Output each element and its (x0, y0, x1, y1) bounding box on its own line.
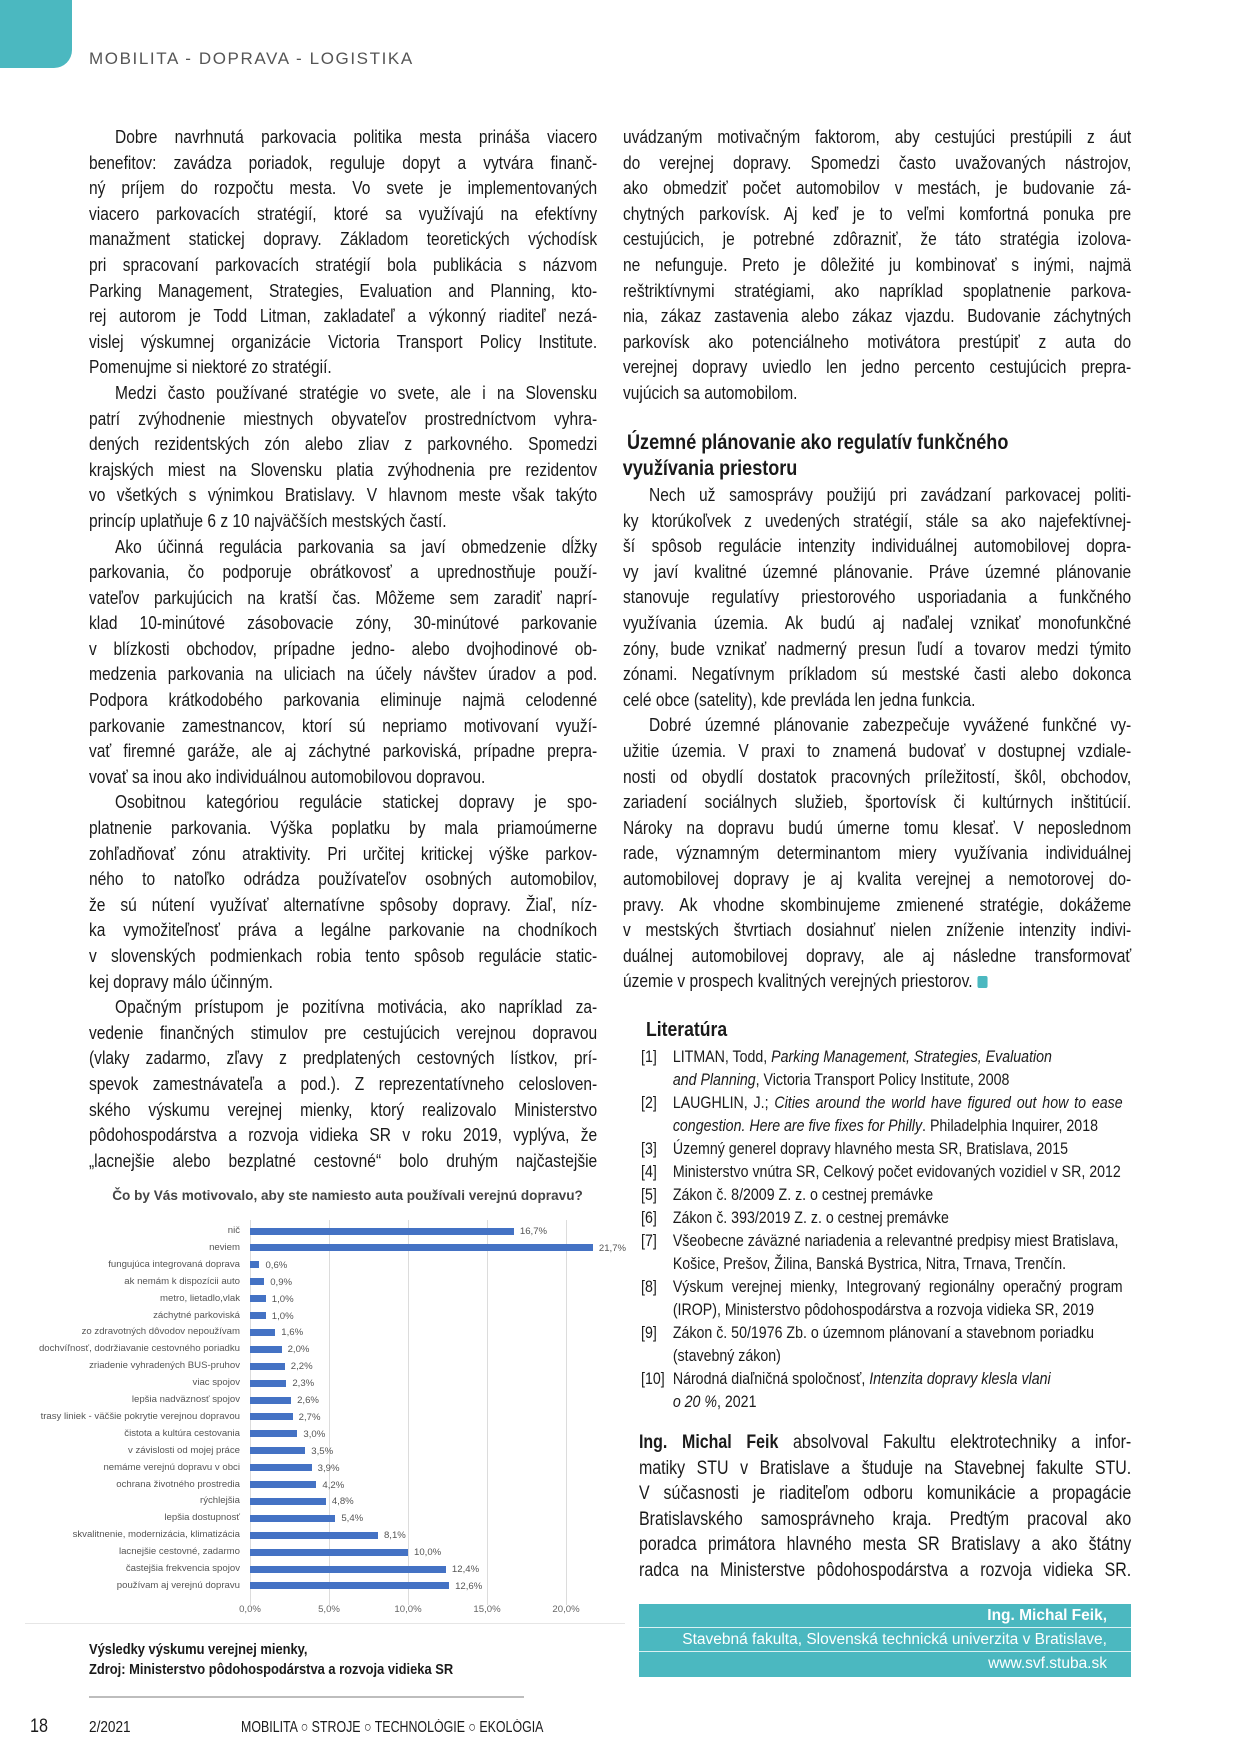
reference-number: [10] (641, 1370, 665, 1388)
text-line: vislej výskumnej organizácie Victoria Transport Policy Institute. (89, 330, 598, 352)
category-label: nemáme verejnú dopravu v obci (103, 1461, 240, 1473)
text-line: parkovanie zamestnancov, ktorí sú nepriamo motivovaní využí- (89, 714, 598, 736)
category-label: skvalitnenie, modernizácia, klimatizácia (72, 1529, 240, 1541)
text-line: že sú nútení využívať alternatívne spôsoby dopravy. Žiaľ, níz- (89, 893, 598, 915)
text-line: (vlaky zadarmo, zľavy z predplatených cestovných lístkov, prí- (89, 1047, 598, 1069)
author-name: Ing. Michal Feik, (639, 1604, 1131, 1628)
category-label: lepšia dostupnosť (164, 1512, 240, 1524)
reference-line (641, 1253, 1123, 1276)
x-tick-label: 0,0% (239, 1604, 261, 1615)
x-tick-label: 15,0% (473, 1604, 501, 1615)
value-label: 21,7% (598, 1242, 627, 1254)
right-column-continuation (623, 124, 1131, 406)
text-line: Dobre navrhnutá parkovacia politika mesta prináša viacero (115, 126, 598, 147)
reference-number: [6] (641, 1209, 657, 1227)
reference-text: Územný generel dopravy hlavného mesta SR, Bratislava, 2015 (672, 1140, 1068, 1158)
text-line: viacero parkovacích stratégií, ktoré sa využívajú na efektívny (89, 202, 598, 224)
reference-italic-title: o 20 % (672, 1393, 718, 1411)
value-label: 5,4% (341, 1513, 364, 1525)
category-label: zo zdravotných dôvodov nepoužívam (81, 1326, 240, 1338)
bio-line: matiky STU v Bratislave a študuje na Stavebnej fakulte STU. (639, 1457, 1132, 1479)
text-line: platnenie parkovania. Výška poplatku by mala priamoúmerne (89, 817, 598, 839)
value-label: 2,3% (292, 1378, 315, 1390)
value-label: 1,0% (271, 1293, 294, 1305)
reference-text: Národná diaľničná spoločnosť, (672, 1370, 870, 1388)
reference-italic-title: Cities around the world have figured out how to ease (774, 1094, 1123, 1112)
reference-text: LITMAN, Todd, (672, 1048, 772, 1066)
value-label: 10,0% (414, 1547, 442, 1559)
text-line: „lacnejšie alebo bezplatné cestovné“ bolo druhým najčastejšie (89, 1149, 598, 1171)
section-heading-line: Územné plánovanie ako regulatív funkčného (627, 431, 1009, 454)
text-line: Podpora krátkodobého parkovania eliminuje najmä celodenné (89, 689, 598, 711)
text-line: Nároky na dopravu budú úmerne tomu klesať. V neposlednom (623, 816, 1132, 838)
reference-number: [1] (641, 1048, 657, 1066)
text-line: zónami. Negatívnym príkladom sú mestské časti alebo dokonca (623, 663, 1132, 685)
text-line: pri spracovaní parkovacích stratégií bola publikácia s názvom (89, 253, 598, 275)
category-label: trasy liniek - väčšie pokrytie verejnou dopravou (40, 1410, 240, 1422)
author-bio (639, 1430, 1131, 1583)
chart-gridline (566, 1220, 567, 1605)
reference-text: Zákon č. 50/1976 Zb. o územnom plánovaní a stavebnom poriadku (672, 1324, 1095, 1342)
text-line: vovať sa inou ako individuálnou automobilovou dopravou. (89, 765, 486, 787)
figure-caption (89, 1640, 453, 1680)
text-line: duálnej automobilovej dopravy, ale aj následne transformovať (623, 944, 1132, 966)
issue-number: 2/2021 (89, 1719, 131, 1736)
text-line: Opačným prístupom je pozitívna motivácia, ako napríklad za- (115, 996, 598, 1018)
text-line: Dobré územné plánovanie zabezpečuje vyvážené funkčné vy- (649, 714, 1132, 736)
category-label: lacnejšie cestovné, zadarmo (118, 1546, 240, 1558)
left-column-text (89, 124, 597, 1173)
bio-text: absolvoval Fakultu elektrotechniky a infor- (778, 1432, 1132, 1453)
category-label: ak nemám k dispozícii auto (124, 1275, 240, 1287)
text-line: zóny, bude vznikať nadmerný presun ľudí a tovarov medzi týmito (623, 637, 1132, 659)
text-line: parkovania, čo podporuje obrátkovosť a uprednostňuje použí- (89, 561, 598, 583)
bar (250, 1278, 264, 1285)
text-line: ského výskumu verejnej mienky, ktorý realizovalo Ministerstvo (89, 1098, 598, 1120)
reference-line (641, 1184, 1123, 1207)
footer-divider (89, 1696, 524, 1698)
bar (250, 1447, 305, 1454)
text-line: nosti od obydlí dostatok pracovných príležitostí, škôl, obchodov, (623, 765, 1132, 787)
bio-line (639, 1430, 1131, 1456)
value-label: 2,0% (287, 1344, 310, 1356)
value-label: 2,6% (297, 1395, 319, 1406)
author-affiliation: Stavebná fakulta, Slovenská technická univerzita v Bratislave, (639, 1628, 1131, 1652)
bar (250, 1380, 286, 1387)
bar (250, 1498, 326, 1505)
reference-number: [9] (641, 1324, 657, 1342)
bar (250, 1515, 335, 1522)
text-line (623, 968, 1131, 994)
reference-line (641, 1299, 1123, 1322)
x-tick-label: 20,0% (552, 1604, 580, 1615)
bio-line: Bratislavského samosprávneho kraja. Predtým pracoval ako (639, 1508, 1132, 1530)
bar (250, 1346, 282, 1353)
text-line: nia, zákaz zastavenia alebo zákaz vjazdu. Budovanie záchytných (623, 305, 1132, 327)
reference-text: (stavebný zákon) (672, 1347, 781, 1365)
text-line: benefitov: zavádza poriadok, reguluje dopyt a vytvára finanč- (89, 151, 598, 173)
text-line: ného to natoľko odrádza používateľov osobných automobilov, (89, 868, 598, 890)
value-label: 4,2% (322, 1479, 345, 1491)
value-label: 3,5% (311, 1445, 334, 1457)
reference-text: Ministerstvo vnútra SR, Celkový počet evidovaných vozidiel v SR, 2012 (672, 1163, 1121, 1181)
text-line: vy javí kvalitné územné plánovanie. Práve územné plánovanie (623, 560, 1132, 582)
value-label: 16,7% (519, 1226, 548, 1237)
text-line: vo všetkých s výnimkou Bratislavy. V hlavnom meste však takýto (89, 484, 598, 506)
text-line: rade, významným determinantom miery využívania individuálnej (623, 842, 1132, 864)
reference-line (641, 1230, 1123, 1253)
category-label: neviem (209, 1241, 240, 1253)
text-line: patrí zvýhodnenie miestnych obyvateľov prostredníctvom vyhra- (89, 407, 598, 429)
reference-text: , Victoria Transport Policy Institute, 2008 (755, 1071, 1010, 1089)
value-label: 3,0% (303, 1428, 326, 1440)
section-tab-decoration (0, 0, 72, 68)
bar (250, 1312, 266, 1319)
bio-line: poradca primátora hlavného mesta SR Bratislavy a ako štátny (639, 1534, 1132, 1555)
bar (250, 1228, 514, 1235)
reference-number: [4] (641, 1163, 657, 1181)
text-line: princíp uplatňuje 6 z 10 najväčších mestských častí. (89, 509, 447, 531)
x-tick-label: 10,0% (394, 1604, 422, 1615)
reference-text: , 2021 (717, 1393, 757, 1411)
bar (250, 1413, 293, 1420)
reference-italic-title: Intenzita dopravy klesla vlani (869, 1370, 1051, 1388)
reference-line (641, 1092, 1123, 1115)
text-line: užitie územia. V praxi to znamená budovať v dostupnej vzdiale- (623, 739, 1132, 761)
text-line: spevok zamestnávateľa a pod.). Z reprezentatívneho celosloven- (89, 1072, 598, 1094)
reference-line (641, 1138, 1123, 1161)
category-label: rýchlejšia (200, 1495, 240, 1507)
text-line: chytných parkovísk. Aj keď je to veľmi komfortná ponuka pre (623, 202, 1132, 224)
reference-list (641, 1046, 1123, 1414)
text-line: vať firemné garáže, ale aj záchytné parkoviská, prípadne prepra- (89, 740, 598, 762)
value-label: 1,0% (271, 1310, 294, 1322)
right-column-text (623, 482, 1131, 994)
section-heading-line: využívania priestoru (622, 457, 798, 480)
value-label: 2,2% (290, 1361, 313, 1373)
bar (250, 1244, 593, 1251)
category-label: čistota a kultúra cestovania (124, 1427, 240, 1439)
category-label: nič (227, 1225, 240, 1236)
caption-line: Výsledky výskumu verejnej mienky, (89, 1641, 308, 1658)
reference-number: [2] (641, 1094, 657, 1112)
text-line: Parking Management, Strategies, Evaluation and Planning, kto- (89, 279, 598, 301)
category-label: používam aj verejnú dopravu (116, 1579, 240, 1591)
bar (250, 1261, 259, 1268)
chart-gridline (329, 1220, 330, 1605)
text-line: uvádzaným motivačným faktorom, aby cestujúci prestúpili z áut (623, 126, 1132, 147)
value-label: 12,4% (451, 1564, 480, 1575)
category-label: častejšia frekvencia spojov (125, 1563, 240, 1574)
value-label: 4,8% (331, 1496, 354, 1508)
text-line: automobilovej dopravy je aj kvalita verejnej a nemotorovej do- (623, 867, 1132, 889)
bar (250, 1464, 312, 1471)
reference-line (641, 1322, 1123, 1345)
text-line: stanovuje regulatívy priestorového usporiadania a funkčného (623, 586, 1132, 608)
value-label: 8,1% (383, 1530, 406, 1542)
magazine-tagline: MOBILITA ○ STROJE ○ TECHNOLÓGIE ○ EKOLÓGIA (241, 1719, 544, 1736)
bar (250, 1329, 275, 1336)
author-website-link[interactable]: www.svf.stuba.sk (988, 1655, 1107, 1672)
text-line: vedenie finančných stimulov pre cestujúcich verejnou dopravou (89, 1021, 598, 1043)
value-label: 12,6% (455, 1580, 483, 1592)
text-line: parkovísk ako potenciálneho motivátora prestúpiť z auta do (623, 330, 1132, 352)
bar (250, 1566, 446, 1573)
text-line: vateľov parkujúcich na kratší čas. Môžeme sem zaradiť naprí- (89, 586, 598, 608)
text-line: zariadení sociálnych služieb, športovísk či kultúrnych inštitúcií. (623, 791, 1132, 813)
literature-heading: Literatúra (646, 1019, 728, 1041)
text-line: ako obmedziť počet automobilov v mestách, je budovanie zá- (623, 177, 1132, 199)
reference-text: LAUGHLIN, J.; (672, 1094, 775, 1112)
reference-text: Všeobecne záväzné nariadenia a relevantné predpisy miest Bratislava, (672, 1232, 1119, 1250)
text-line: Osobitnou kategóriou regulácie statickej dopravy je spo- (115, 791, 598, 813)
category-label: záchytné parkoviská (153, 1309, 240, 1321)
text-line: využívania územia. Ak budú aj naďalej vznikať monofunkčné (623, 611, 1132, 633)
text-line: Pomenujme si niektoré zo stratégií. (89, 356, 332, 378)
text-line: ne nefunguje. Preto je dôležité ju kombinovať s inými, najmä (623, 253, 1132, 275)
reference-italic-title: and Planning (672, 1071, 756, 1089)
text-line: ný príjem do rozpočtu mesta. Vo svete je implementovaných (89, 177, 598, 199)
text-line: klad 10-minútové zásobovacie zóny, 30-minútové parkovanie (89, 612, 598, 634)
bar (250, 1363, 285, 1370)
category-label: metro, lietadlo,vlak (160, 1292, 240, 1304)
value-label: 0,9% (270, 1276, 293, 1288)
caption-line: Zdroj: Ministerstvo pôdohospodárstva a rozvoja vidieka SR (89, 1661, 454, 1678)
text-line: ky ktorúkoľvek z uvedených stratégií, stále sa ako najefektívnej- (623, 509, 1132, 531)
text-line: dených rezidentských zón alebo zliav z parkovného. Spomedzi (89, 433, 598, 455)
text-line: kej dopravy málo účinným. (89, 970, 273, 992)
reference-line (641, 1276, 1123, 1299)
reference-number: [5] (641, 1186, 657, 1204)
text-line: Medzi často používané stratégie vo svete, ale i na Slovensku (115, 381, 598, 403)
author-info-box (639, 1604, 1131, 1677)
text-line: ší spôsob regulácie intenzity individuálnej automobilovej dopra- (623, 535, 1132, 557)
text-line: krajských miest na Slovensku platia zvýhodnenia pre rezidentov (89, 458, 598, 480)
reference-line (641, 1046, 1123, 1069)
reference-italic-title: congestion. Here are five fixes for Philly (672, 1117, 923, 1135)
chart-gridline (487, 1220, 488, 1605)
text-line: vujúcich sa automobilom. (623, 381, 798, 403)
reference-line (641, 1345, 1123, 1368)
reference-text: . Philadelphia Inquirer, 2018 (922, 1117, 1098, 1135)
value-label: 3,9% (317, 1462, 340, 1474)
section-title: MOBILITA - DOPRAVA - LOGISTIKA (89, 49, 414, 68)
category-label: viac spojov (192, 1377, 240, 1389)
reference-italic-title: Parking Management, Strategies, Evaluation (771, 1048, 1052, 1066)
page-number: 18 (30, 1716, 48, 1737)
text-line: celé obce (satelity), kde prevláda len jedna funkcia. (623, 688, 976, 710)
bio-line: V súčasnosti je riaditeľom odboru komunikácie a propagácie (639, 1483, 1132, 1504)
category-label: fungujúca integrovaná doprava (108, 1258, 240, 1270)
chart-bottom-divider (25, 1623, 625, 1624)
reference-text: Výskum verejnej mienky, Integrovaný regionálny operačný program (672, 1278, 1123, 1296)
reference-text: Zákon č. 8/2009 Z. z. o cestnej premávke (672, 1186, 934, 1204)
reference-line (641, 1161, 1123, 1184)
reference-line (641, 1207, 1123, 1230)
text-line: Nech už samosprávy použijú pri zavádzaní parkovacej politi- (649, 484, 1132, 505)
bar (250, 1549, 408, 1556)
reference-text: Košice, Prešov, Žilina, Banská Bystrica, Nitra, Trnava, Trenčín. (672, 1255, 1067, 1273)
reference-number: [7] (641, 1232, 657, 1250)
text-line: pravy. Ak vhodne skombinujeme zmienené stratégie, dokážeme (623, 893, 1132, 915)
text-line: v slovenských podmienkach robia tento spôsob regulácie static- (89, 945, 598, 966)
reference-line (641, 1115, 1123, 1138)
value-label: 2,7% (298, 1411, 321, 1423)
text-line: pôdohospodárstva a rozvoja vidieka SR v roku 2019, vyplýva, že (89, 1124, 598, 1146)
reference-line (641, 1391, 1123, 1414)
reference-text: Zákon č. 393/2019 Z. z. o cestnej premávke (672, 1209, 949, 1227)
reference-number: [3] (641, 1140, 657, 1158)
value-label: 1,6% (281, 1327, 304, 1339)
text-line: medzenia parkovania na uliciach na účely návštev úradov a pod. (89, 663, 598, 685)
text-line-content: územie v prospech kvalitných verejných priestorov. (623, 970, 973, 992)
survey-bar-chart (0, 1180, 630, 1630)
reference-number: [8] (641, 1278, 657, 1296)
article-end-square-icon (978, 976, 988, 988)
text-line: zohľadňovať zónu atraktivity. Pri určitej kritickej výške parkov- (89, 842, 598, 864)
reference-line (641, 1069, 1123, 1092)
text-line: Ako účinná regulácia parkovania sa javí obmedzenie dĺžky (115, 535, 598, 557)
text-line: verejnej dopravy uviedlo len jedno percento cestujúcich prepra- (623, 356, 1132, 378)
text-line: v blízkosti obchodov, prípadne jedno- alebo dvojhodinové ob- (89, 637, 598, 659)
category-label: v závislosti od mojej práce (128, 1444, 240, 1456)
text-line: cestujúcich, je potrebné zdôrazniť, že táto stratégia izolova- (623, 228, 1132, 250)
section-heading (622, 430, 1160, 482)
chart-title: Čo by Vás motivovalo, aby ste namiesto auta používali verejnú dopravu? (112, 1188, 583, 1203)
reference-text: (IROP), Ministerstvo pôdohospodárstva a rozvoja vidieka SR, 2019 (672, 1301, 1094, 1319)
bar (250, 1481, 316, 1488)
text-line: manažment statickej dopravy. Základom teoretických východísk (89, 228, 598, 250)
chart-gridline (408, 1220, 409, 1605)
bar (250, 1430, 297, 1437)
bar (250, 1397, 291, 1404)
category-label: zriadenie vyhradených BUS-pruhov (89, 1360, 240, 1372)
value-label: 0,6% (265, 1259, 288, 1271)
bio-author-name: Ing. Michal Feik (639, 1432, 779, 1453)
reference-line (641, 1368, 1123, 1391)
text-line: ka vymožiteľnosť práva a legálne parkovanie na chodníkoch (89, 919, 598, 941)
category-label: lepšia nadväznosť spojov (131, 1394, 240, 1405)
text-line: rej autorom je Todd Litman, zakladateľ a výkonný riaditeľ nezá- (89, 305, 598, 327)
category-label: ochrana životného prostredia (116, 1478, 240, 1490)
bio-line: radca na Ministerstve pôdohospodárstva a rozvoja vidieka SR. (639, 1559, 1132, 1581)
category-label: dochvíľnosť, dodržiavanie cestovného poriadku (38, 1343, 240, 1355)
bar (250, 1582, 449, 1589)
x-tick-label: 5,0% (318, 1604, 340, 1615)
text-line: v mestských štvrtiach dosiahnuť nielen zníženie intenzity indivi- (623, 919, 1132, 941)
text-line: reštriktívnymi stratégiami, ako napríklad spoplatnenie parkova- (623, 279, 1132, 301)
bar (250, 1532, 378, 1539)
text-line: do verejnej dopravy. Spomedzi často uvažovaných nástrojov, (623, 151, 1132, 173)
bar (250, 1295, 266, 1302)
